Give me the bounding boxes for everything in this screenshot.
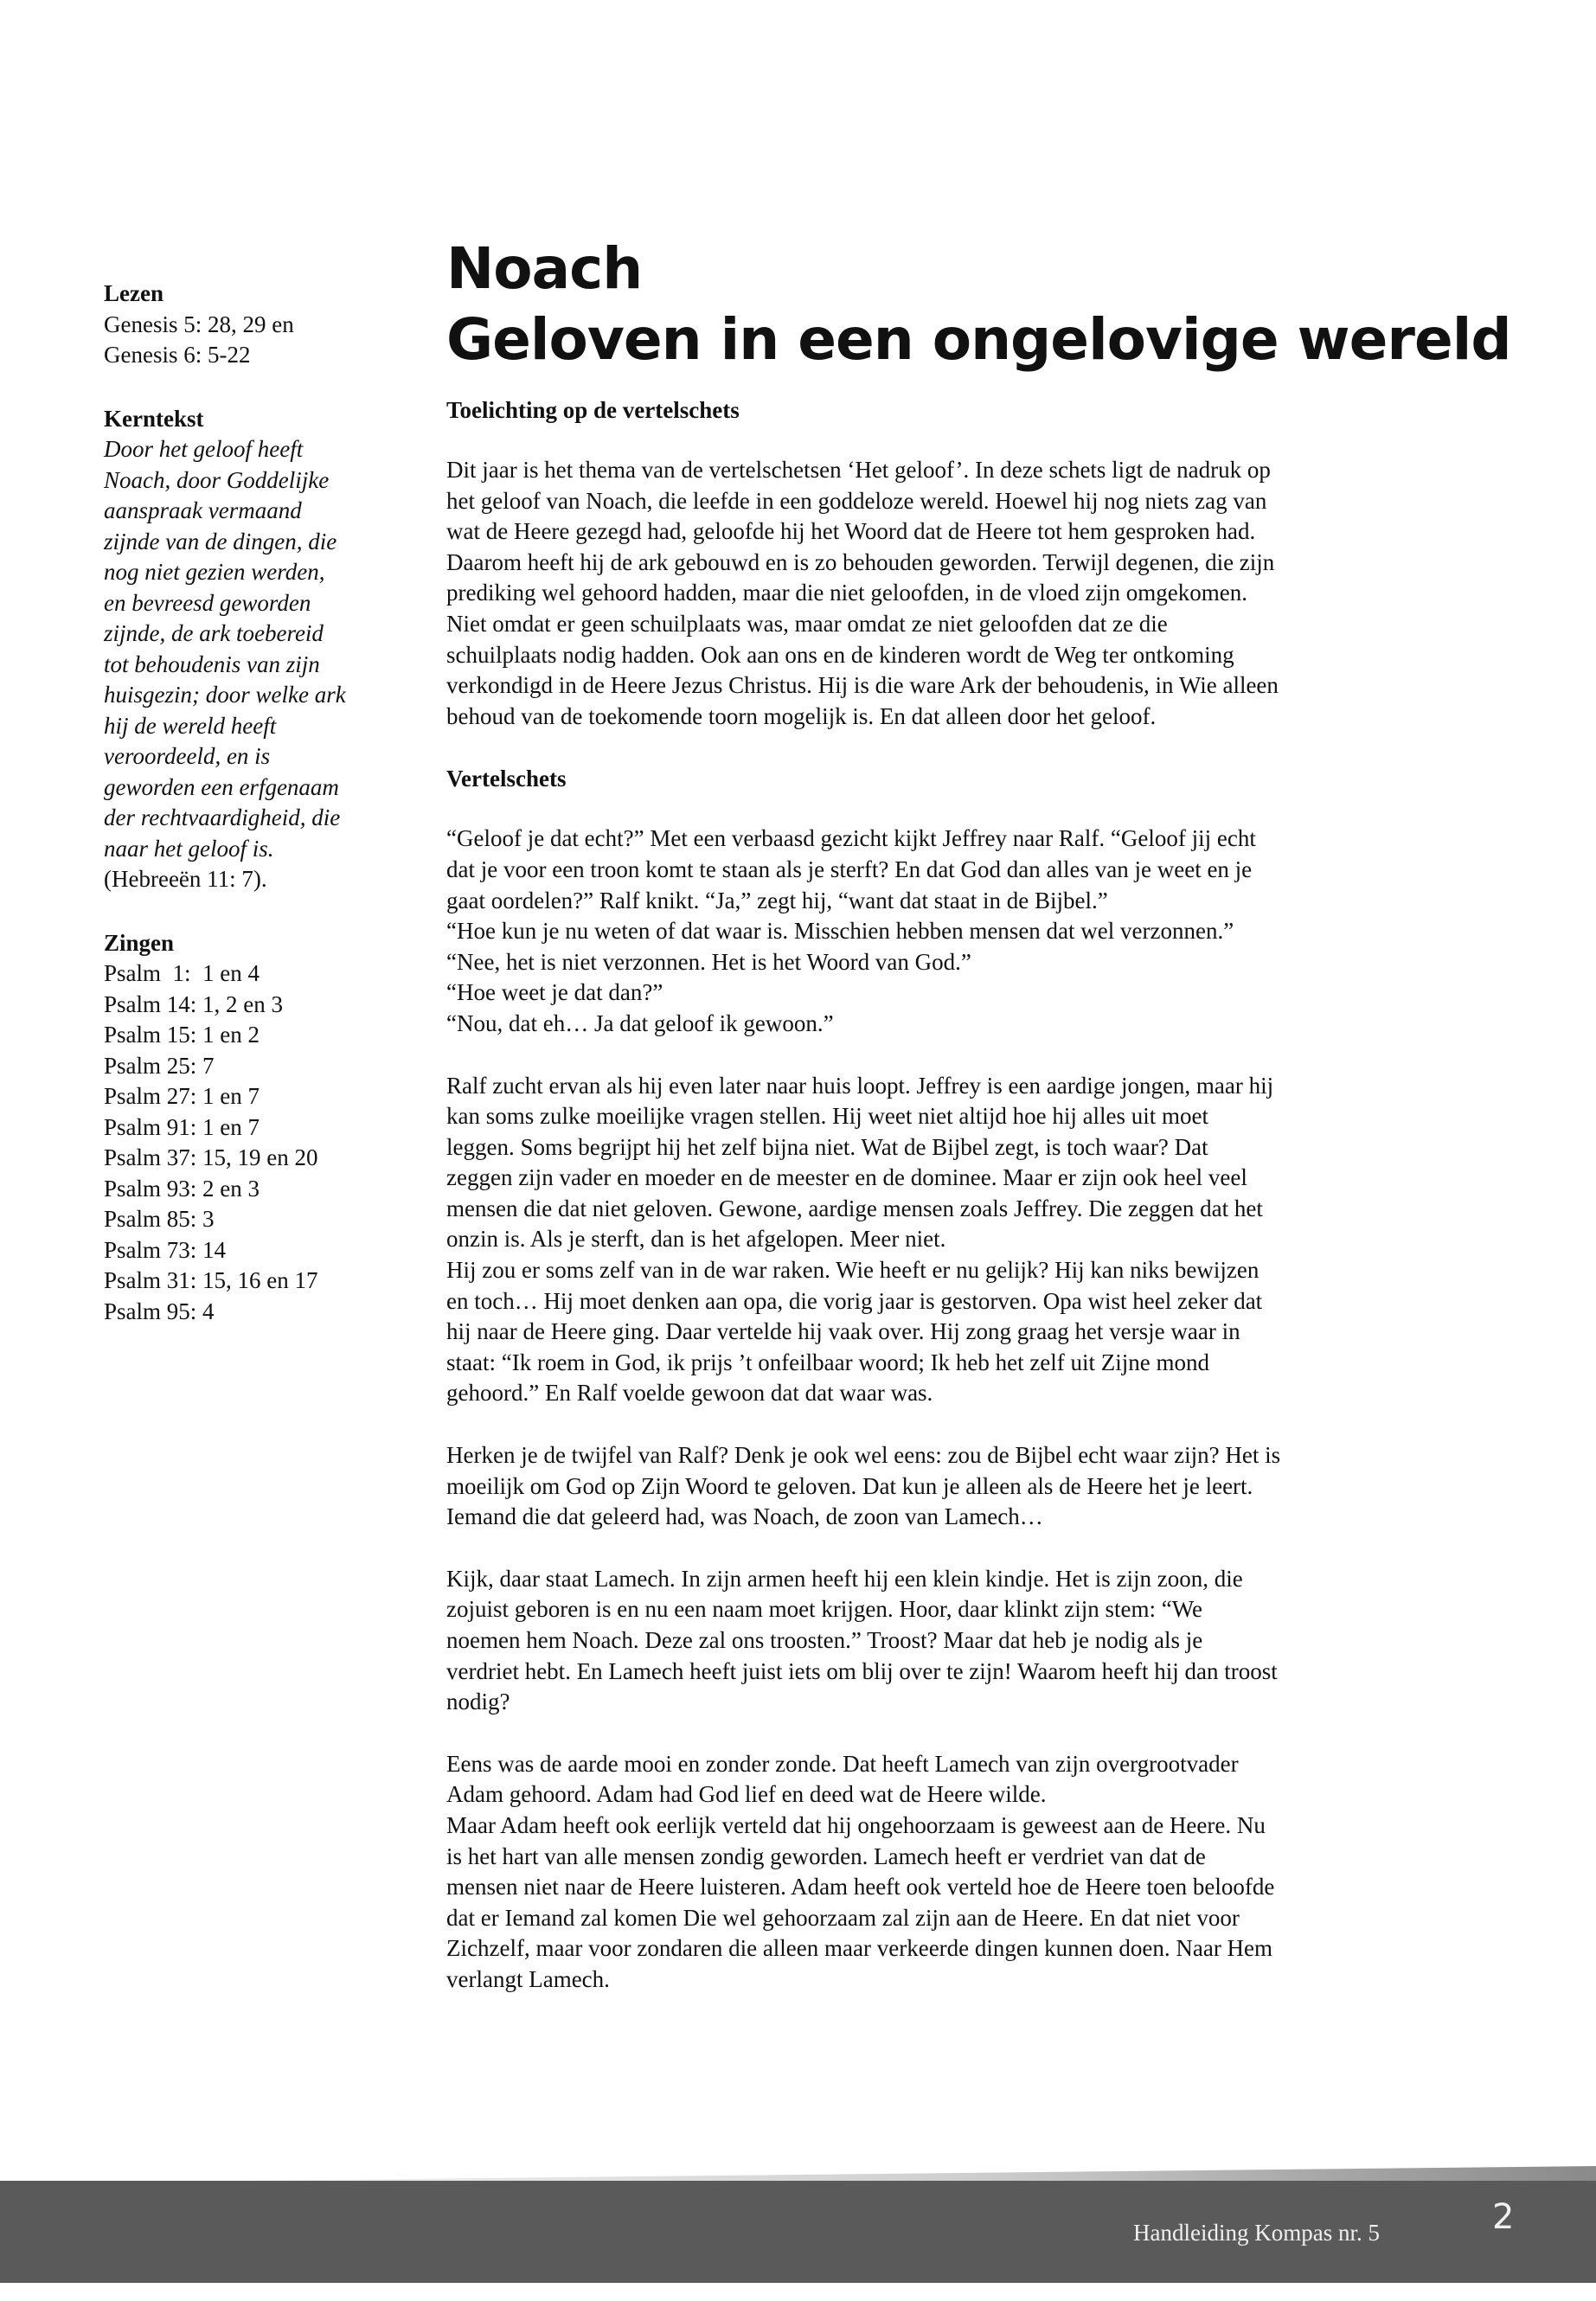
text-line: schuilplaats nodig hadden. Ook aan ons en de kinderen wordt de Weg ter ontkoming [446, 641, 1234, 668]
text-line: Eens was de aarde mooi en zonder zonde. Dat heeft Lamech van zijn overgrootvader [446, 1750, 1239, 1777]
text-line: zojuist geboren is en nu een naam moet krijgen. Hoor, daar klinkt zijn stem: “We [446, 1596, 1202, 1623]
text-line: Maar Adam heeft ook eerlijk verteld dat hij ongehoorzaam is geweest aan de Heere. Nu [446, 1811, 1266, 1838]
psalm-item: Psalm 93: 2 en 3 [104, 1175, 260, 1202]
text-line: gehoord.” En Ralf voelde gewoon dat dat waar was. [446, 1380, 933, 1407]
psalm-item: Psalm 91: 1 en 7 [104, 1113, 260, 1140]
kerntekst-line: Noach, door Goddelijke [104, 466, 330, 493]
footer-publication: Handleiding Kompas nr. 5 [1133, 2220, 1380, 2246]
text-line: Zichzelf, maar voor zondaren die alleen maar verkeerde dingen kunnen doen. Naar Hem [446, 1935, 1273, 1962]
kerntekst-line: aanspraak vermaand [104, 497, 302, 523]
text-line: “Nee, het is niet verzonnen. Het is het Woord van God.” [446, 948, 971, 975]
section-heading-toelichting: Toelichting op de vertelschets [446, 397, 740, 423]
kerntekst-line: der rechtvaardigheid, die [104, 804, 341, 830]
paragraph-dialogue [446, 824, 1450, 1039]
text-line: verlangt Lamech. [446, 1965, 610, 1992]
psalm-item: Psalm 95: 4 [104, 1298, 215, 1324]
kerntekst-reference: (Hebreeën 11: 7). [104, 866, 267, 892]
text-line: Hij zou er soms zelf van in de war raken. Wie heeft er nu gelijk? Hij kan niks bewijzen [446, 1257, 1259, 1284]
section-heading-vertelschets: Vertelschets [446, 766, 567, 792]
text-line: hij naar de Heere ging. Daar vertelde hij vaak over. Hij zong graag het versje waar in [446, 1318, 1240, 1345]
title-line-1: Noach [446, 235, 643, 302]
lezen-line: Genesis 6: 5-22 [104, 342, 251, 368]
text-line: moeilijk om God op Zijn Woord te geloven. Dat kun je alleen als de Heere het je leert. [446, 1472, 1253, 1499]
text-line: behoud van de toekomende toorn mogelijk is. En dat alleen door het geloof. [446, 702, 1157, 729]
text-line: prediking wel gehoord hadden, maar die niet geloofden, in de vloed zijn omgekomen. [446, 580, 1247, 606]
text-line: het geloof van Noach, die leefde in een goddeloze wereld. Hoewel hij nog niets zag van [446, 487, 1267, 514]
paragraph-toelichting [446, 455, 1450, 732]
text-line: onzin is. Als je sterft, dan is het afgelopen. Meer niet. [446, 1226, 946, 1253]
main-content [446, 234, 1511, 1996]
zingen-heading: Zingen [104, 929, 175, 956]
psalm-item: Psalm 85: 3 [104, 1206, 215, 1232]
paragraph-ralf [446, 1071, 1450, 1410]
title-line-2: Geloven in een ongelovige wereld [446, 306, 1511, 373]
psalm-item: Psalm 31: 15, 16 en 17 [104, 1267, 318, 1293]
kerntekst-line: en bevreesd geworden [104, 589, 311, 616]
kerntekst-section [104, 404, 389, 895]
kerntekst-line: veroordeeld, en is [104, 743, 271, 769]
text-line: Herken je de twijfel van Ralf? Denk je ook wel eens: zou de Bijbel echt waar zijn? Het is [446, 1442, 1281, 1469]
text-line: verkondigd in de Heere Jezus Christus. Hij is die ware Ark der behoudenis, in Wie alleen [446, 672, 1279, 699]
kerntekst-heading: Kerntekst [104, 405, 204, 432]
text-line: dat er Iemand zal komen Die wel gehoorzaam zal zijn aan de Heere. En dat niet voor [446, 1904, 1240, 1931]
lezen-line: Genesis 5: 28, 29 en [104, 311, 294, 337]
text-line: is het hart van alle mensen zondig geworden. Lamech heeft er verdriet van dat de [446, 1843, 1206, 1869]
text-line: staat: “Ik roem in God, ik prijs ’t onfeilbaar woord; Ik heb het zelf uit Zijne mond [446, 1349, 1210, 1375]
kerntekst-line: zijnde van de dingen, die [104, 528, 337, 554]
text-line: gaat oordelen?” Ralf knikt. “Ja,” zegt hij, “want dat staat in de Bijbel.” [446, 887, 1108, 913]
text-line: leggen. Soms begrijpt hij het zelf bijna niet. Wat de Bijbel zegt, is toch waar? Dat [446, 1133, 1208, 1160]
text-line: Daarom heeft hij de ark gebouwd en is zo behouden geworden. Terwijl degenen, die zijn [446, 548, 1275, 575]
psalm-item: Psalm 14: 1, 2 en 3 [104, 990, 283, 1017]
psalm-item: Psalm 37: 15, 19 en 20 [104, 1144, 318, 1170]
text-line: zeggen zijn vader en moeder en de meester en de dominee. Maar er zijn ook heel veel [446, 1164, 1247, 1191]
text-line: Iemand die dat geleerd had, was Noach, de zoon van Lamech… [446, 1503, 1043, 1530]
sidebar [104, 279, 389, 1360]
kerntekst-line: naar het geloof is. [104, 835, 274, 862]
psalm-item: Psalm 25: 7 [104, 1052, 215, 1079]
page-title [446, 234, 1511, 375]
lezen-section [104, 279, 389, 371]
kerntekst-line: tot behoudenis van zijn [104, 651, 320, 677]
paragraph-twijfel [446, 1440, 1450, 1533]
kerntekst-line: nog niet gezien werden, [104, 559, 325, 585]
text-line: en toch… Hij moet denken aan opa, die vorig jaar is gestorven. Opa wist heel zeker dat [446, 1287, 1263, 1314]
lezen-heading: Lezen [104, 280, 163, 306]
page-number: 2 [1492, 2197, 1515, 2237]
text-line: Ralf zucht ervan als hij even later naar huis loopt. Jeffrey is een aardige jongen, maar hij [446, 1072, 1274, 1099]
text-line: “Nou, dat eh… Ja dat geloof ik gewoon.” [446, 1009, 834, 1036]
text-line: kan soms zulke moeilijke vragen stellen. Hij weet niet altijd hoe hij alles uit moet [446, 1103, 1209, 1130]
kerntekst-line: huisgezin; door welke ark [104, 682, 346, 708]
text-line: mensen niet naar de Heere luisteren. Adam heeft ook verteld hoe de Heere toen beloofde [446, 1874, 1275, 1900]
text-line: “Hoe kun je nu weten of dat waar is. Misschien hebben mensen dat wel verzonnen.” [446, 918, 1234, 945]
text-line: dat je voor een troon komt te staan als je sterft? En dat God dan alles van je weet en je [446, 856, 1253, 882]
kerntekst-line: geworden een erfgenaam [104, 773, 339, 800]
zingen-section [104, 928, 389, 1328]
kerntekst-line: zijnde, de ark toebereid [104, 620, 324, 646]
psalm-item: Psalm 1: 1 en 4 [104, 960, 260, 986]
text-line: “Hoe weet je dat dan?” [446, 979, 663, 1006]
text-line: verdriet hebt. En Lamech heeft juist iets om blij over te zijn! Waarom heeft hij dan troost [446, 1657, 1278, 1684]
text-line: Niet omdat er geen schuilplaats was, maar omdat ze niet geloofden dat ze die [446, 610, 1168, 637]
psalm-item: Psalm 27: 1 en 7 [104, 1083, 260, 1109]
text-line: nodig? [446, 1689, 510, 1715]
psalm-item: Psalm 73: 14 [104, 1236, 227, 1263]
kerntekst-line: Door het geloof heeft [104, 436, 304, 462]
text-line: Adam gehoord. Adam had God lief en deed wat de Heere wilde. [446, 1781, 1047, 1808]
text-line: noemen hem Noach. Deze zal ons troosten.” Troost? Maar dat heb je nodig als je [446, 1627, 1203, 1653]
paragraph-adam [446, 1749, 1450, 1996]
kerntekst-line: hij de wereld heeft [104, 712, 277, 739]
text-line: Kijk, daar staat Lamech. In zijn armen heeft hij een klein kindje. Het is zijn zoon, die [446, 1565, 1243, 1592]
text-line: mensen die dat niet geloven. Gewone, aardige mensen zoals Jeffrey. Die zeggen dat het [446, 1195, 1263, 1221]
text-line: wat de Heere gezegd had, geloofde hij het Woord dat de Heere tot hem gesproken had. [446, 518, 1256, 545]
paragraph-lamech [446, 1564, 1450, 1718]
text-line: “Geloof je dat echt?” Met een verbaasd gezicht kijkt Jeffrey naar Ralf. “Geloof jij echt [446, 825, 1256, 852]
text-line: Dit jaar is het thema van de vertelschetsen ‘Het geloof’. In deze schets ligt de nadruk op [446, 457, 1271, 483]
psalm-item: Psalm 15: 1 en 2 [104, 1022, 260, 1048]
